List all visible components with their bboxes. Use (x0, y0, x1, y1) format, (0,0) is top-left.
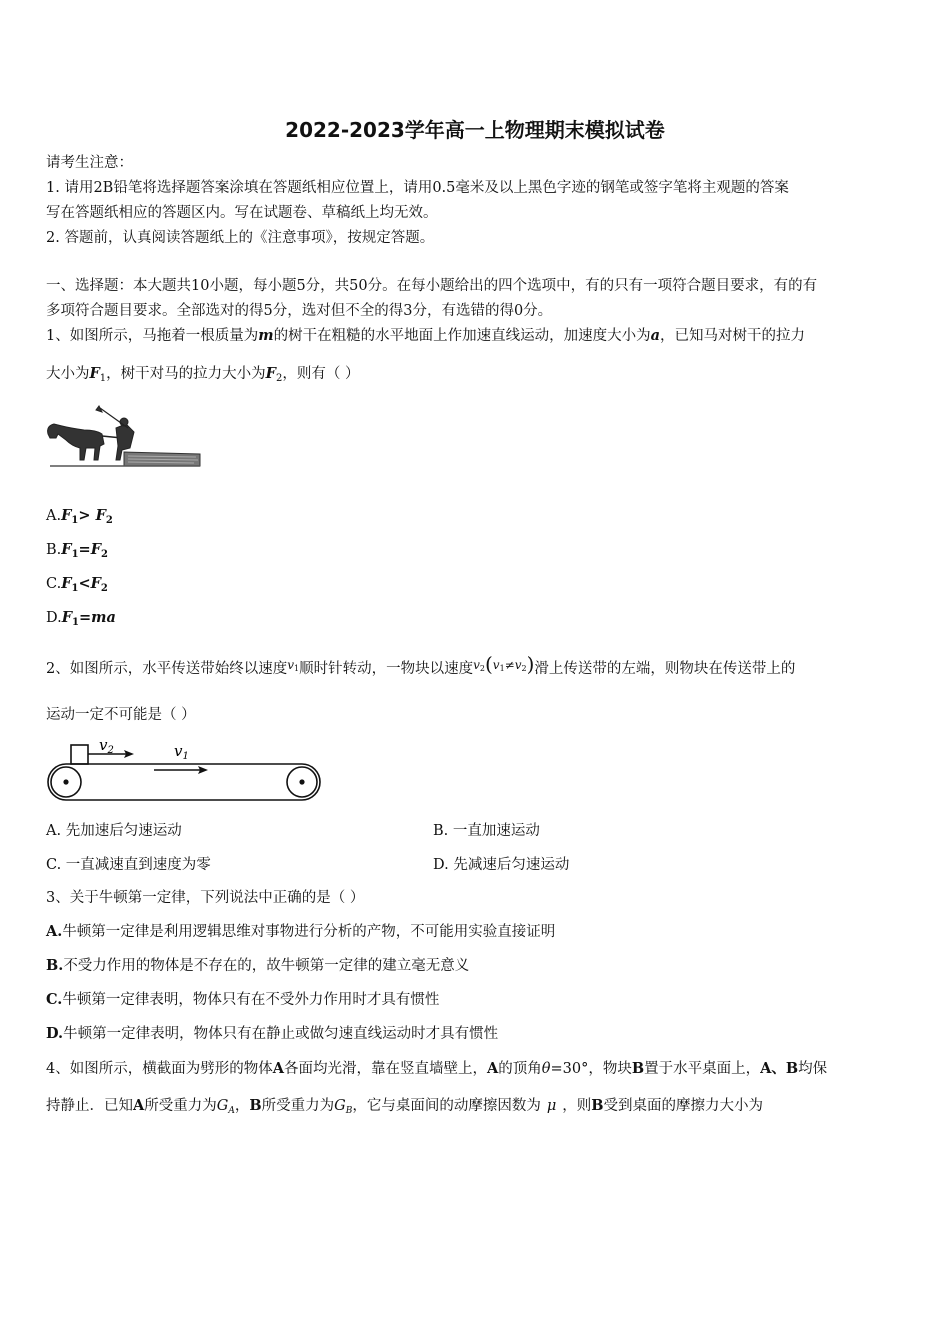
notice-heading: 请考生注意： (46, 155, 133, 171)
notice-item-1-line-2: 写在答题纸相应的答题区内。写在试题卷、草稿纸上均无效。 (46, 205, 438, 221)
q1-stem-line-2: 大小为$F_1$，树干对马的拉力大小为$F_2$，则有（ ） (46, 365, 360, 384)
q1-stem-line-1: 1、如图所示，马拖着一根质量为m的树干在粗糙的水平地面上作加速直线运动，加速度大小为a，已知马对树干的拉力 (46, 327, 805, 344)
horse-pulling-log-figure (44, 404, 204, 476)
q1-option-c[interactable]: $C.F_1<F_2$ (46, 575, 108, 594)
q4-stem-line-2: 持静止．已知A所受重力为$G_A$，B所受重力为$G_B$，它与桌面间的动摩擦因数为 μ ，则B受到桌面的摩擦力大小为 (46, 1097, 764, 1116)
q2-option-d[interactable]: D. 先减速后匀速运动 (433, 857, 570, 873)
q3-stem: 3、关于牛顿第一定律，下列说法中正确的是（ ） (46, 890, 365, 906)
q3-option-a[interactable]: A.牛顿第一定律是利用逻辑思维对事物进行分析的产物，不可能用实验直接证明 (46, 923, 556, 940)
conveyor-belt-figure (44, 736, 324, 808)
q1-option-a[interactable]: $A.F_1> F_2$ (46, 507, 113, 526)
q2-option-c[interactable]: C. 一直减速直到速度为零 (46, 857, 211, 873)
notice-item-1-line-1: 1. 请用2B铅笔将选择题答案涂填在答题纸相应位置上，请用0.5毫米及以上黑色字迹的钢笔或签字笔将主观题的答案 (46, 180, 789, 196)
q3-option-b[interactable]: B.不受力作用的物体是不存在的，故牛顿第一定律的建立毫无意义 (46, 957, 470, 974)
q1-option-b[interactable]: $B.F_1=F_2$ (46, 541, 108, 560)
section-intro-line-2: 多项符合题目要求。全部选对的得5分，选对但不全的得3分，有选错的得0分。 (46, 303, 553, 319)
q3-option-c[interactable]: C.牛顿第一定律表明，物体只有在不受外力作用时才具有惯性 (46, 991, 440, 1008)
q2-option-a[interactable]: A. 先加速后匀速运动 (46, 823, 182, 839)
v2-label: $v_2$ (99, 736, 114, 756)
q3-option-d[interactable]: D.牛顿第一定律表明，物体只有在静止或做匀速直线运动时才具有惯性 (46, 1025, 499, 1042)
notice-item-2: 2. 答题前，认真阅读答题纸上的《注意事项》，按规定答题。 (46, 230, 435, 246)
page-title: 2022-2023学年高一上物理期末模拟试卷 (285, 118, 665, 142)
q4-stem-line-1: 4、如图所示，横截面为劈形的物体A各面均光滑，靠在竖直墙壁上，A的顶角θ=30°，物块B置于水平桌面上，A、B均保 (46, 1060, 828, 1077)
section-intro-line-1: 一、选择题：本大题共10小题，每小题5分，共50分。在每小题给出的四个选项中，有的只有一项符合题目要求，有的有 (46, 278, 818, 294)
q2-stem-line-2: 运动一定不可能是（ ） (46, 707, 196, 723)
q2-stem-line-1: 2、如图所示，水平传送带始终以速度$^v_1$顺时针转动，一物块以速度$^v_2$($^v_1^{\ne v}_2$)滑上传送带的左端，则物块在传送带上的 (46, 652, 796, 677)
q2-option-b[interactable]: B. 一直加速运动 (433, 823, 540, 839)
q1-option-d[interactable]: $D.F_1=ma$ (46, 609, 116, 628)
block (71, 745, 88, 764)
v1-label: $v_1$ (174, 742, 189, 762)
